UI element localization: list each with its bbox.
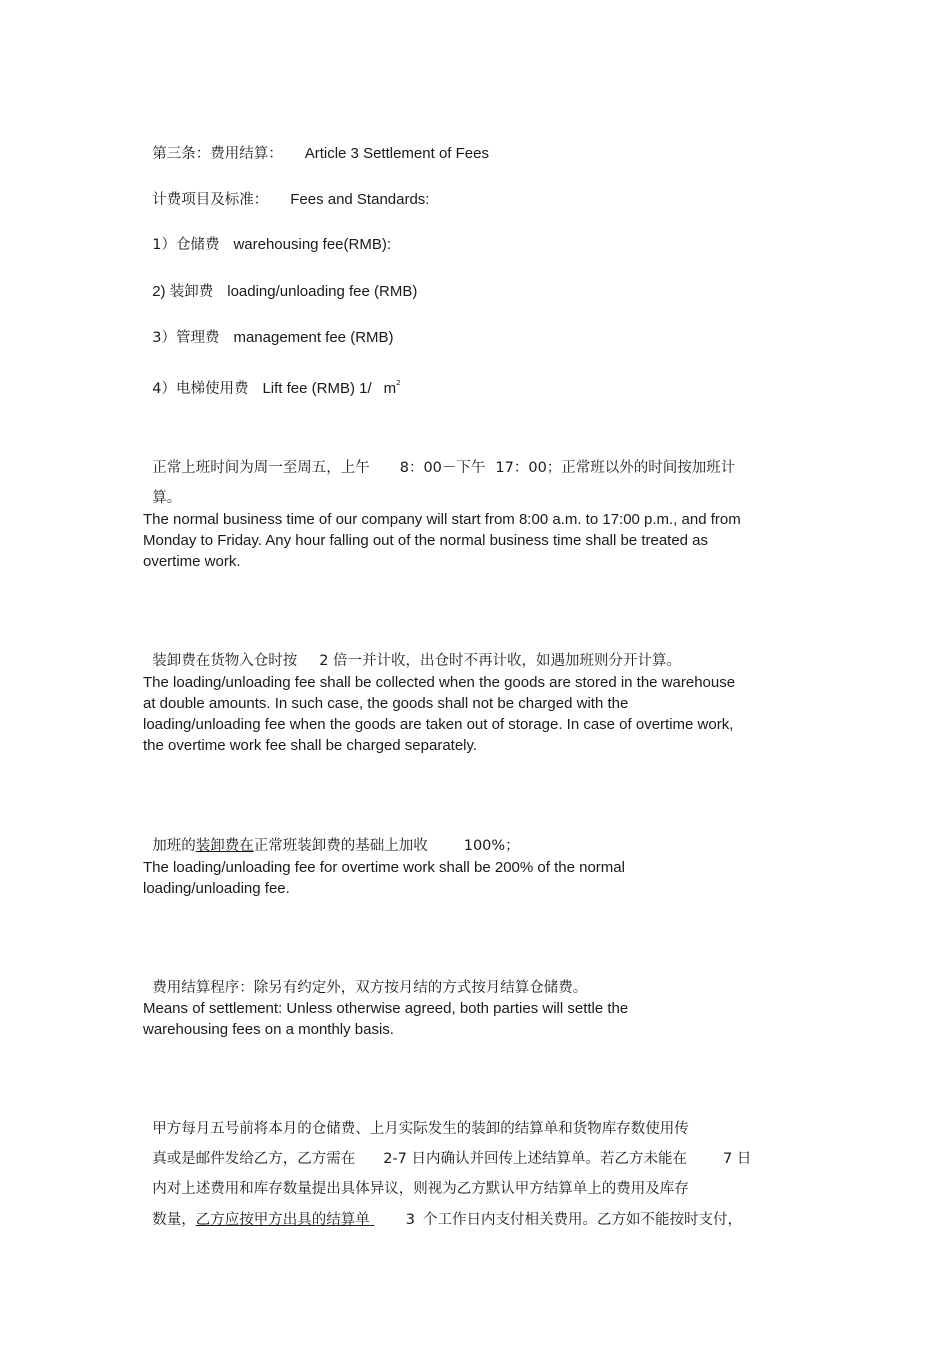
fee-item-zh: 管理费 xyxy=(175,330,220,346)
fee-item-en: loading/unloading fee (RMB) xyxy=(227,283,418,300)
business-hours-zh-line1 xyxy=(143,438,735,478)
monthly-text-underlined: 乙方应按甲方出具的结算单 xyxy=(195,1212,370,1228)
fee-item-lift xyxy=(143,353,401,399)
monthly-text: 甲方每月五号前将本月的仓储费、上月实际发生的装卸的结算单和货物库存数使用传 xyxy=(152,1121,689,1137)
business-hours-zh-part: 正常上班时间为周一至周五，上午 xyxy=(152,460,370,476)
overtime-en: The loading/unloading fee for overtime work shall be 200% of the normal loading/unloading fee. xyxy=(143,859,625,897)
settlement-zh-text: 费用结算程序：除另有约定外，双方按月结的方式按月结算仓储费。 xyxy=(152,980,588,996)
monthly-text: 真或是邮件发给乙方，乙方需在 xyxy=(152,1151,356,1167)
business-hours-zh-part: 8：00－下午 xyxy=(399,460,486,476)
fee-item-management xyxy=(143,308,394,348)
loading-fee-en: The loading/unloading fee shall be collected when the goods are stored in the warehouse at double amounts. In such case, the goods shall not be charged with the loading/unloading fee when the goods are taken out of storage. In case of overtime work, the overtime work fee shall be charged separately. xyxy=(143,674,736,754)
overtime-zh-underlined: 装卸费在 xyxy=(195,838,254,854)
fee-item-en: warehousing fee(RMB): xyxy=(233,236,392,253)
underline-blank xyxy=(370,1210,406,1230)
fee-item-en: management fee (RMB) xyxy=(233,329,394,346)
article-heading-zh: 第三条：费用结算： xyxy=(152,146,283,162)
monthly-text: 数量， xyxy=(152,1212,196,1228)
fee-item-zh: 电梯使用费 xyxy=(175,381,249,397)
fee-item-number: 3） xyxy=(152,330,176,346)
fee-item-number: 1） xyxy=(152,237,176,253)
monthly-text: 7 日 xyxy=(723,1151,752,1167)
fee-item-unit: m xyxy=(383,380,397,397)
fee-item-number: 2) xyxy=(152,283,170,300)
fee-item-unit-sup: 2 xyxy=(396,379,401,387)
monthly-text: 2-7 日内确认并回传上述结算单。若乙方未能在 xyxy=(383,1151,688,1167)
article-heading xyxy=(143,124,489,164)
overtime-zh-part: 加班的 xyxy=(152,838,196,854)
overtime-zh-part: 正常班装卸费的基础上加收 xyxy=(253,838,428,854)
fees-heading-en: Fees and Standards: xyxy=(290,191,430,208)
monthly-text: 个工作日内支付相关费用。乙方如不能按时支付， xyxy=(422,1212,742,1228)
business-hours-zh-line2 xyxy=(143,468,181,508)
fee-item-warehousing xyxy=(143,215,391,255)
fees-heading xyxy=(143,170,429,210)
loading-fee-zh xyxy=(143,631,681,671)
overtime-zh xyxy=(143,816,520,856)
article-heading-en: Article 3 Settlement of Fees xyxy=(304,145,489,162)
loading-fee-zh-part: 装卸费在货物入仓时按 xyxy=(152,653,298,669)
fees-heading-zh: 计费项目及标准： xyxy=(152,192,269,208)
overtime-zh-part: 100%； xyxy=(463,838,520,854)
fee-item-en: Lift fee (RMB) 1/ xyxy=(262,380,372,397)
loading-fee-zh-part: 2 倍一并计收，出仓时不再计收，如遇加班则分开计算。 xyxy=(319,653,682,669)
settlement-en: Means of settlement: Unless otherwise agreed, both parties will settle the warehousing fees on a monthly basis. xyxy=(143,1000,629,1038)
monthly-text: 3 xyxy=(405,1212,415,1228)
business-hours-en: The normal business time of our company will start from 8:00 a.m. to 17:00 p.m., and from Monday to Friday. Any hour falling out of the normal business time shall be treated as overtime work. xyxy=(143,511,741,570)
fee-item-number: 4） xyxy=(152,381,176,397)
fee-item-zh: 仓储费 xyxy=(175,237,220,253)
fee-item-loading xyxy=(143,262,417,302)
monthly-text: 内对上述费用和库存数量提出具体异议，则视为乙方默认甲方结算单上的费用及库存 xyxy=(152,1181,689,1197)
business-hours-zh-part: 算。 xyxy=(152,490,182,506)
settlement-zh xyxy=(143,958,587,998)
monthly-line4 xyxy=(143,1190,742,1230)
fee-item-zh: 装卸费 xyxy=(169,284,214,300)
business-hours-zh-part: 17：00；正常班以外的时间按加班计 xyxy=(495,460,736,476)
